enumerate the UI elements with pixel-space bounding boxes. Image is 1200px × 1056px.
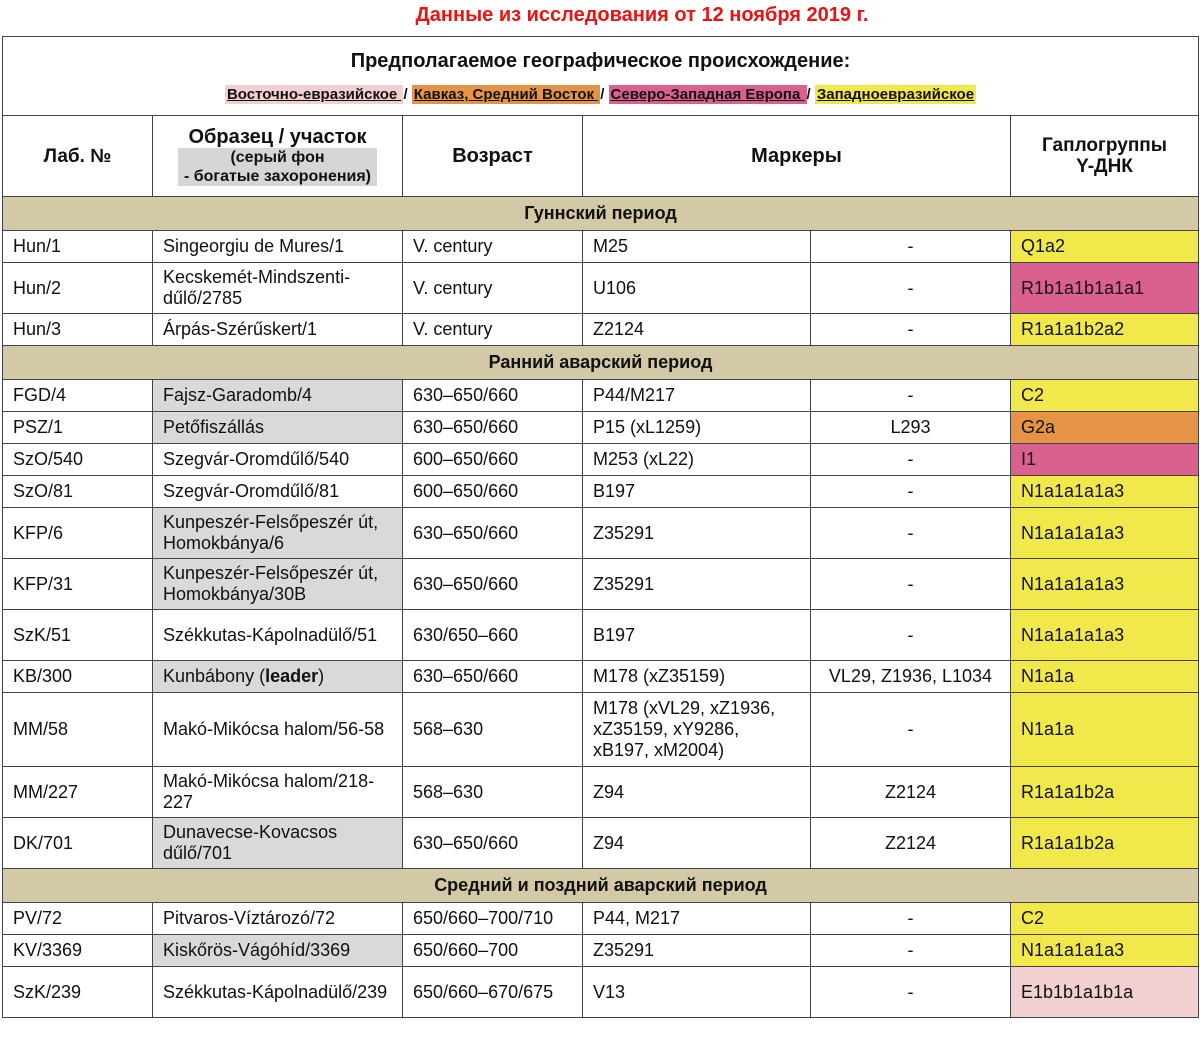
lab-number-cell: Hun/1: [3, 231, 153, 263]
lab-number-cell: KFP/31: [3, 559, 153, 610]
haplogroup-cell: R1a1a1b2a: [1011, 767, 1199, 818]
legend-separator: /: [600, 86, 609, 103]
sample-header-title: Образец / участок: [188, 125, 367, 148]
haplogroup-column-header: [1011, 116, 1199, 197]
table-row: [3, 818, 1199, 869]
haplogroup-cell: N1a1a1a1a3: [1011, 508, 1199, 559]
sample-site-cell: Fajsz-Garadomb/4: [153, 380, 403, 412]
haplogroup-cell: N1a1a: [1011, 661, 1199, 693]
table-row: [3, 693, 1199, 767]
lab-number-cell: DK/701: [3, 818, 153, 869]
section-title: Средний и поздний аварский период: [3, 869, 1199, 903]
sample-site-cell: Makó-Mikócsa halom/56-58: [153, 693, 403, 767]
haplogroup-cell: G2a: [1011, 412, 1199, 444]
table-row: [3, 476, 1199, 508]
table-row: [3, 231, 1199, 263]
sample-site-cell: Dunavecse-Kovacsos dűlő/701: [153, 818, 403, 869]
marker-cell: P44, M217: [583, 903, 811, 935]
table-row: [3, 967, 1199, 1018]
section-row: [3, 197, 1199, 231]
marker-cell: M25: [583, 231, 811, 263]
table-row: [3, 610, 1199, 661]
marker-cell: Z35291: [583, 508, 811, 559]
legend-item-nw: Северо-Западная Европа: [610, 86, 805, 103]
age-cell: 630–650/660: [403, 818, 583, 869]
marker-extra-cell: -: [811, 263, 1011, 314]
sample-site-cell: Szegvár-Oromdűlő/81: [153, 476, 403, 508]
marker-cell: Z35291: [583, 935, 811, 967]
marker-extra-cell: VL29, Z1936, L1034: [811, 661, 1011, 693]
table-row: [3, 661, 1199, 693]
sample-site-cell: Kunpeszér-Felsőpeszér út, Homokbánya/30B: [153, 559, 403, 610]
sample-site-cell: Szegvár-Oromdűlő/540: [153, 444, 403, 476]
markers-column-header: Маркеры: [583, 116, 1011, 197]
marker-extra-cell: -: [811, 935, 1011, 967]
age-cell: 630–650/660: [403, 508, 583, 559]
marker-extra-cell: -: [811, 559, 1011, 610]
marker-extra-cell: -: [811, 231, 1011, 263]
marker-extra-cell: -: [811, 314, 1011, 346]
haplogroup-cell: R1a1a1b2a2: [1011, 314, 1199, 346]
table-row: [3, 767, 1199, 818]
marker-cell: Z94: [583, 767, 811, 818]
sample-site-cell: Pitvaros-Víztározó/72: [153, 903, 403, 935]
lab-number-cell: KB/300: [3, 661, 153, 693]
lab-column-header: Лаб. №: [3, 116, 153, 197]
table-row: [3, 444, 1199, 476]
sample-site-cell: Singeorgiu de Mures/1: [153, 231, 403, 263]
marker-cell: P15 (xL1259): [583, 412, 811, 444]
age-column-header: Возраст: [403, 116, 583, 197]
legend-separator: /: [806, 86, 815, 103]
haplogroup-cell: N1a1a: [1011, 693, 1199, 767]
sample-site-cell: Árpás-Szérűskert/1: [153, 314, 403, 346]
age-cell: 630–650/660: [403, 380, 583, 412]
age-cell: 600–650/660: [403, 476, 583, 508]
origin-title: Предполагаемое географическое происхождение:: [350, 50, 851, 72]
section-row: [3, 346, 1199, 380]
marker-cell: P44/M217: [583, 380, 811, 412]
sample-site-cell: Kunbábony (leader): [153, 661, 403, 693]
lab-number-cell: SzO/81: [3, 476, 153, 508]
legend-separator: /: [403, 86, 412, 103]
haplogroup-header-line1: Гаплогруппы: [1042, 135, 1168, 156]
table-row: [3, 559, 1199, 610]
table-row: [3, 380, 1199, 412]
lab-number-cell: PSZ/1: [3, 412, 153, 444]
sample-column-header: [153, 116, 403, 197]
marker-extra-cell: -: [811, 693, 1011, 767]
marker-cell: M178 (xVL29, xZ1936, xZ35159, xY9286, xB197, xM2004): [583, 693, 811, 767]
sample-header-note: [178, 148, 377, 186]
origin-legend-cell: [3, 37, 1199, 116]
haplogroup-cell: C2: [1011, 380, 1199, 412]
marker-extra-cell: -: [811, 508, 1011, 559]
age-cell: 568–630: [403, 693, 583, 767]
lab-number-cell: KV/3369: [3, 935, 153, 967]
table-row: [3, 314, 1199, 346]
marker-cell: B197: [583, 610, 811, 661]
age-cell: 630/650–660: [403, 610, 583, 661]
sample-site-cell: Kunpeszér-Felsőpeszér út, Homokbánya/6: [153, 508, 403, 559]
table-row: [3, 935, 1199, 967]
marker-extra-cell: -: [811, 444, 1011, 476]
sample-site-note: leader: [265, 666, 319, 686]
haplogroup-cell: C2: [1011, 903, 1199, 935]
age-cell: V. century: [403, 314, 583, 346]
marker-extra-cell: -: [811, 610, 1011, 661]
age-cell: V. century: [403, 263, 583, 314]
marker-cell: Z35291: [583, 559, 811, 610]
haplogroup-cell: N1a1a1a1a3: [1011, 559, 1199, 610]
sample-site-cell: Székkutas-Kápolnadülő/51: [153, 610, 403, 661]
haplogroup-cell: I1: [1011, 444, 1199, 476]
age-cell: 630–650/660: [403, 412, 583, 444]
sample-header-note-line2: - богатые захоронения): [183, 167, 372, 185]
lab-number-cell: SzK/239: [3, 967, 153, 1018]
haplogroup-cell: E1b1b1a1b1a: [1011, 967, 1199, 1018]
sample-site-name: Kunbábony: [163, 666, 255, 686]
marker-extra-cell: -: [811, 476, 1011, 508]
haplogroup-cell: Q1a2: [1011, 231, 1199, 263]
marker-cell: U106: [583, 263, 811, 314]
age-cell: 650/660–700/710: [403, 903, 583, 935]
haplogroup-cell: N1a1a1a1a3: [1011, 935, 1199, 967]
haplogroup-cell: R1b1a1b1a1a1: [1011, 263, 1199, 314]
age-cell: 630–650/660: [403, 559, 583, 610]
haplogroup-cell: N1a1a1a1a3: [1011, 610, 1199, 661]
document-title: Данные из исследования от 12 ноября 2019 г.: [415, 4, 869, 26]
age-cell: 600–650/660: [403, 444, 583, 476]
lab-number-cell: FGD/4: [3, 380, 153, 412]
legend-item-caucasus: Кавказ, Средний Восток: [413, 86, 599, 103]
marker-extra-cell: L293: [811, 412, 1011, 444]
marker-cell: Z2124: [583, 314, 811, 346]
sample-header-note-line1: (серый фон: [230, 148, 325, 166]
header-row: [3, 116, 1199, 197]
marker-extra-cell: -: [811, 380, 1011, 412]
haplogroup-cell: R1a1a1b2a: [1011, 818, 1199, 869]
table-row: [3, 903, 1199, 935]
marker-extra-cell: -: [811, 903, 1011, 935]
age-cell: 650/660–670/675: [403, 967, 583, 1018]
lab-number-cell: SzK/51: [3, 610, 153, 661]
sample-site-cell: Makó-Mikócsa halom/218-227: [153, 767, 403, 818]
haplogroup-cell: N1a1a1a1a3: [1011, 476, 1199, 508]
marker-cell: Z94: [583, 818, 811, 869]
lab-number-cell: PV/72: [3, 903, 153, 935]
lab-number-cell: Hun/2: [3, 263, 153, 314]
lab-number-cell: KFP/6: [3, 508, 153, 559]
marker-cell: M253 (xL22): [583, 444, 811, 476]
lab-number-cell: MM/58: [3, 693, 153, 767]
marker-extra-cell: Z2124: [811, 818, 1011, 869]
marker-extra-cell: Z2124: [811, 767, 1011, 818]
age-cell: 650/660–700: [403, 935, 583, 967]
legend-item-west: Западноевразийское: [816, 86, 975, 103]
age-cell: V. century: [403, 231, 583, 263]
lab-number-cell: MM/227: [3, 767, 153, 818]
sample-site-cell: Székkutas-Kápolnadülő/239: [153, 967, 403, 1018]
legend-item-east: Восточно-евразийское: [226, 86, 402, 103]
lab-number-cell: Hun/3: [3, 314, 153, 346]
table-row: [3, 508, 1199, 559]
section-row: [3, 869, 1199, 903]
table-row: [3, 412, 1199, 444]
marker-cell: M178 (xZ35159): [583, 661, 811, 693]
sample-site-cell: Kiskőrös-Vágóhíd/3369: [153, 935, 403, 967]
table-row: [3, 263, 1199, 314]
lab-number-cell: SzO/540: [3, 444, 153, 476]
marker-extra-cell: -: [811, 967, 1011, 1018]
marker-cell: B197: [583, 476, 811, 508]
sample-site-cell: Petőfiszállás: [153, 412, 403, 444]
haplogroup-header-line2: Y-ДНК: [1076, 156, 1133, 177]
section-title: Ранний аварский период: [3, 346, 1199, 380]
section-title: Гуннский период: [3, 197, 1199, 231]
origin-legend: [3, 84, 1198, 105]
marker-cell: V13: [583, 967, 811, 1018]
sample-site-cell: Kecskemét-Mindszenti-dűlő/2785: [153, 263, 403, 314]
age-cell: 630–650/660: [403, 661, 583, 693]
age-cell: 568–630: [403, 767, 583, 818]
haplogroup-table: [2, 36, 1199, 1018]
